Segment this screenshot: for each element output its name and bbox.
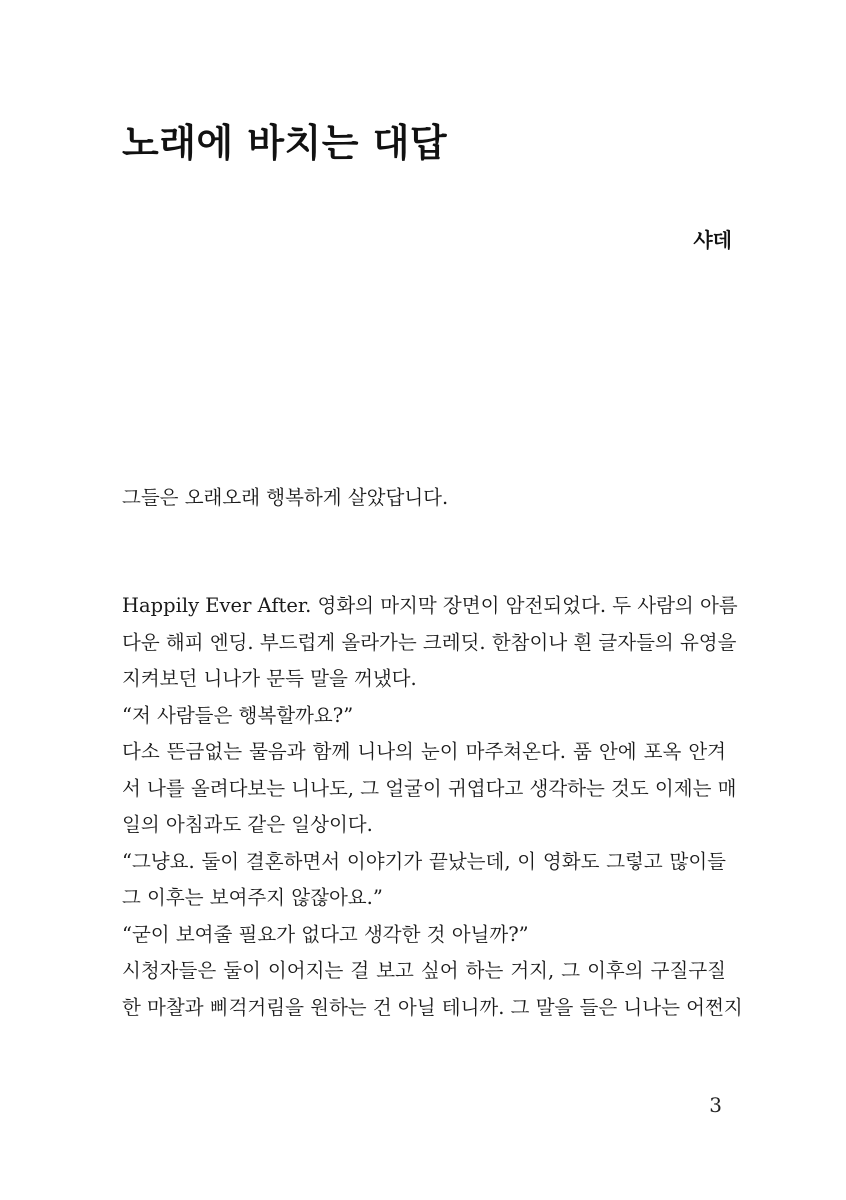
- page-number: 3: [709, 1093, 722, 1117]
- opening-line: 그들은 오래오래 행복하게 살았답니다.: [122, 486, 449, 509]
- text-line: “굳이 보여줄 필요가 없다고 생각한 것 아닐까?”: [122, 922, 529, 946]
- text-line: “그냥요. 둘이 결혼하면서 이야기가 끝났는데, 이 영화도 그렇고 많이들: [122, 849, 726, 873]
- author-name: 샤데: [693, 228, 732, 252]
- text-line: 일의 아침과도 같은 일상이다.: [122, 813, 373, 836]
- text-line: Happily Ever After. 영화의 마지막 장면이 암전되었다. 두 사람의 아름: [122, 594, 738, 617]
- text-line: 지켜보던 니나가 문득 말을 꺼냈다.: [122, 667, 417, 690]
- chapter-title: 노래에 바치는 대답: [122, 121, 448, 165]
- text-line: 서 나를 올려다보는 니나도, 그 얼굴이 귀엽다고 생각하는 것도 이제는 매: [122, 776, 737, 800]
- body-text: [122, 588, 743, 1026]
- text-line: 시청자들은 둘이 이어지는 걸 보고 싶어 하는 거지, 그 이후의 구질구질: [122, 959, 726, 982]
- text-line: 그 이후는 보여주지 않잖아요.”: [122, 886, 383, 909]
- text-line: “저 사람들은 행복할까요?”: [122, 703, 354, 727]
- text-line: 다소 뜬금없는 물음과 함께 니나의 눈이 마주쳐온다. 품 안에 포옥 안겨: [122, 740, 726, 763]
- text-line: 다운 해피 엔딩. 부드럽게 올라가는 크레딧. 한참이나 흰 글자들의 유영을: [122, 630, 737, 654]
- text-line: 한 마찰과 삐걱거림을 원하는 건 아닐 테니까. 그 말을 들은 니나는 어쩐지: [122, 995, 743, 1019]
